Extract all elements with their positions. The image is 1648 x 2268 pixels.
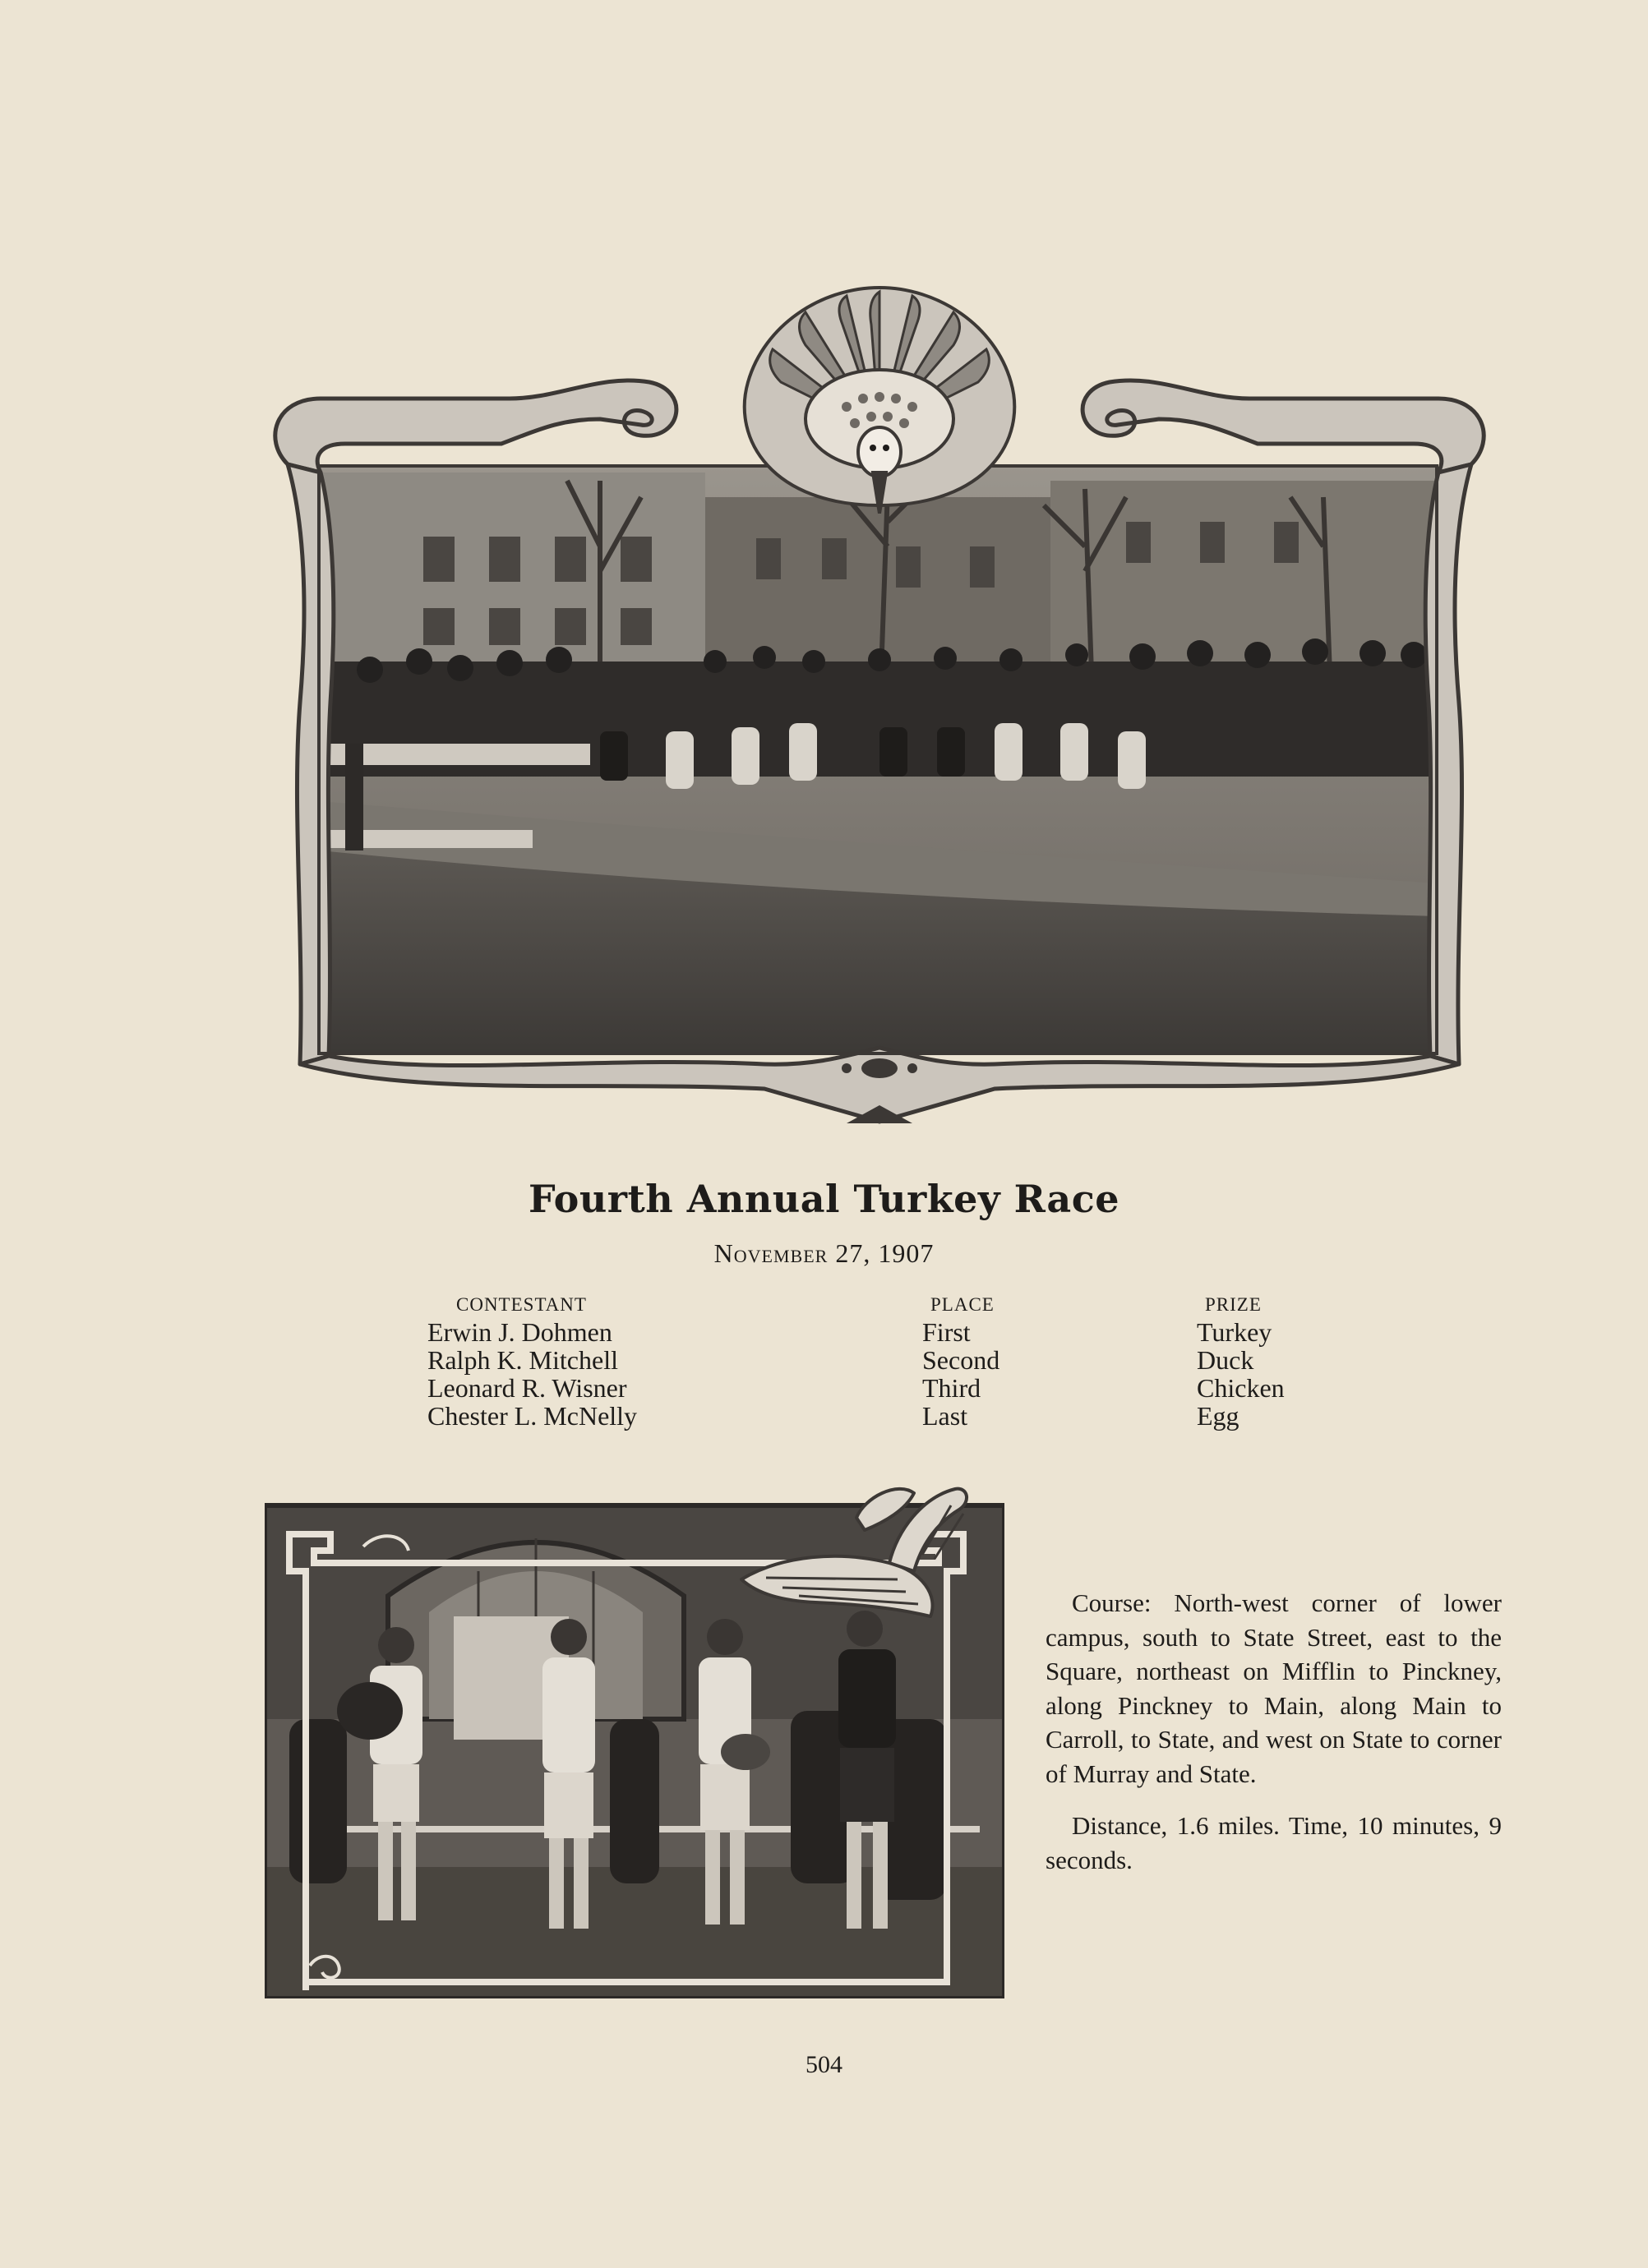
contestant-cell: Erwin J. Dohmen: [427, 1317, 612, 1347]
contestant-column: [427, 1292, 637, 1430]
turkey-ornament: [723, 275, 1036, 514]
page-title: Fourth Annual Turkey Race: [529, 1177, 1119, 1221]
race-date: [0, 1238, 1648, 1269]
prize-cell: Turkey: [1197, 1317, 1272, 1347]
place-cell: First: [922, 1317, 971, 1347]
place-header: PLACE: [930, 1294, 995, 1315]
prize-header: PRIZE: [1205, 1294, 1262, 1315]
contestant-cell: Leonard R. Wisner: [427, 1373, 627, 1403]
course-paragraph: Course: North-west corner of lower campus, south to State Street, east to the Square, northeast on Mifflin to Pinckney, along Pinckney to Main, along Main to Carroll, to State, and west on State to corner of Murray and State.: [1046, 1588, 1502, 1788]
contestant-cell: Ralph K. Mitchell: [427, 1345, 618, 1375]
winged-ornament: [733, 1473, 980, 1637]
date-month: November: [713, 1238, 829, 1268]
place-column: [922, 1292, 999, 1430]
distance-paragraph: Distance, 1.6 miles. Time, 10 minutes, 9 seconds.: [1046, 1811, 1502, 1874]
place-cell: Third: [922, 1373, 981, 1403]
course-description: [1046, 1586, 1502, 1895]
race-start-figure: [255, 275, 1504, 1130]
prize-cell: Chicken: [1197, 1373, 1285, 1403]
prize-cell: Egg: [1197, 1401, 1239, 1431]
winners-figure: [265, 1473, 1004, 1998]
contestant-cell: Chester L. McNelly: [427, 1401, 638, 1431]
prize-column: [1197, 1292, 1285, 1430]
place-cell: Second: [922, 1345, 1000, 1375]
place-cell: Last: [922, 1401, 968, 1431]
contestant-header: CONTESTANT: [456, 1294, 587, 1315]
date-rest: 27, 1907: [835, 1238, 935, 1268]
page-number: 504: [806, 2051, 842, 2078]
prize-cell: Duck: [1197, 1345, 1254, 1375]
